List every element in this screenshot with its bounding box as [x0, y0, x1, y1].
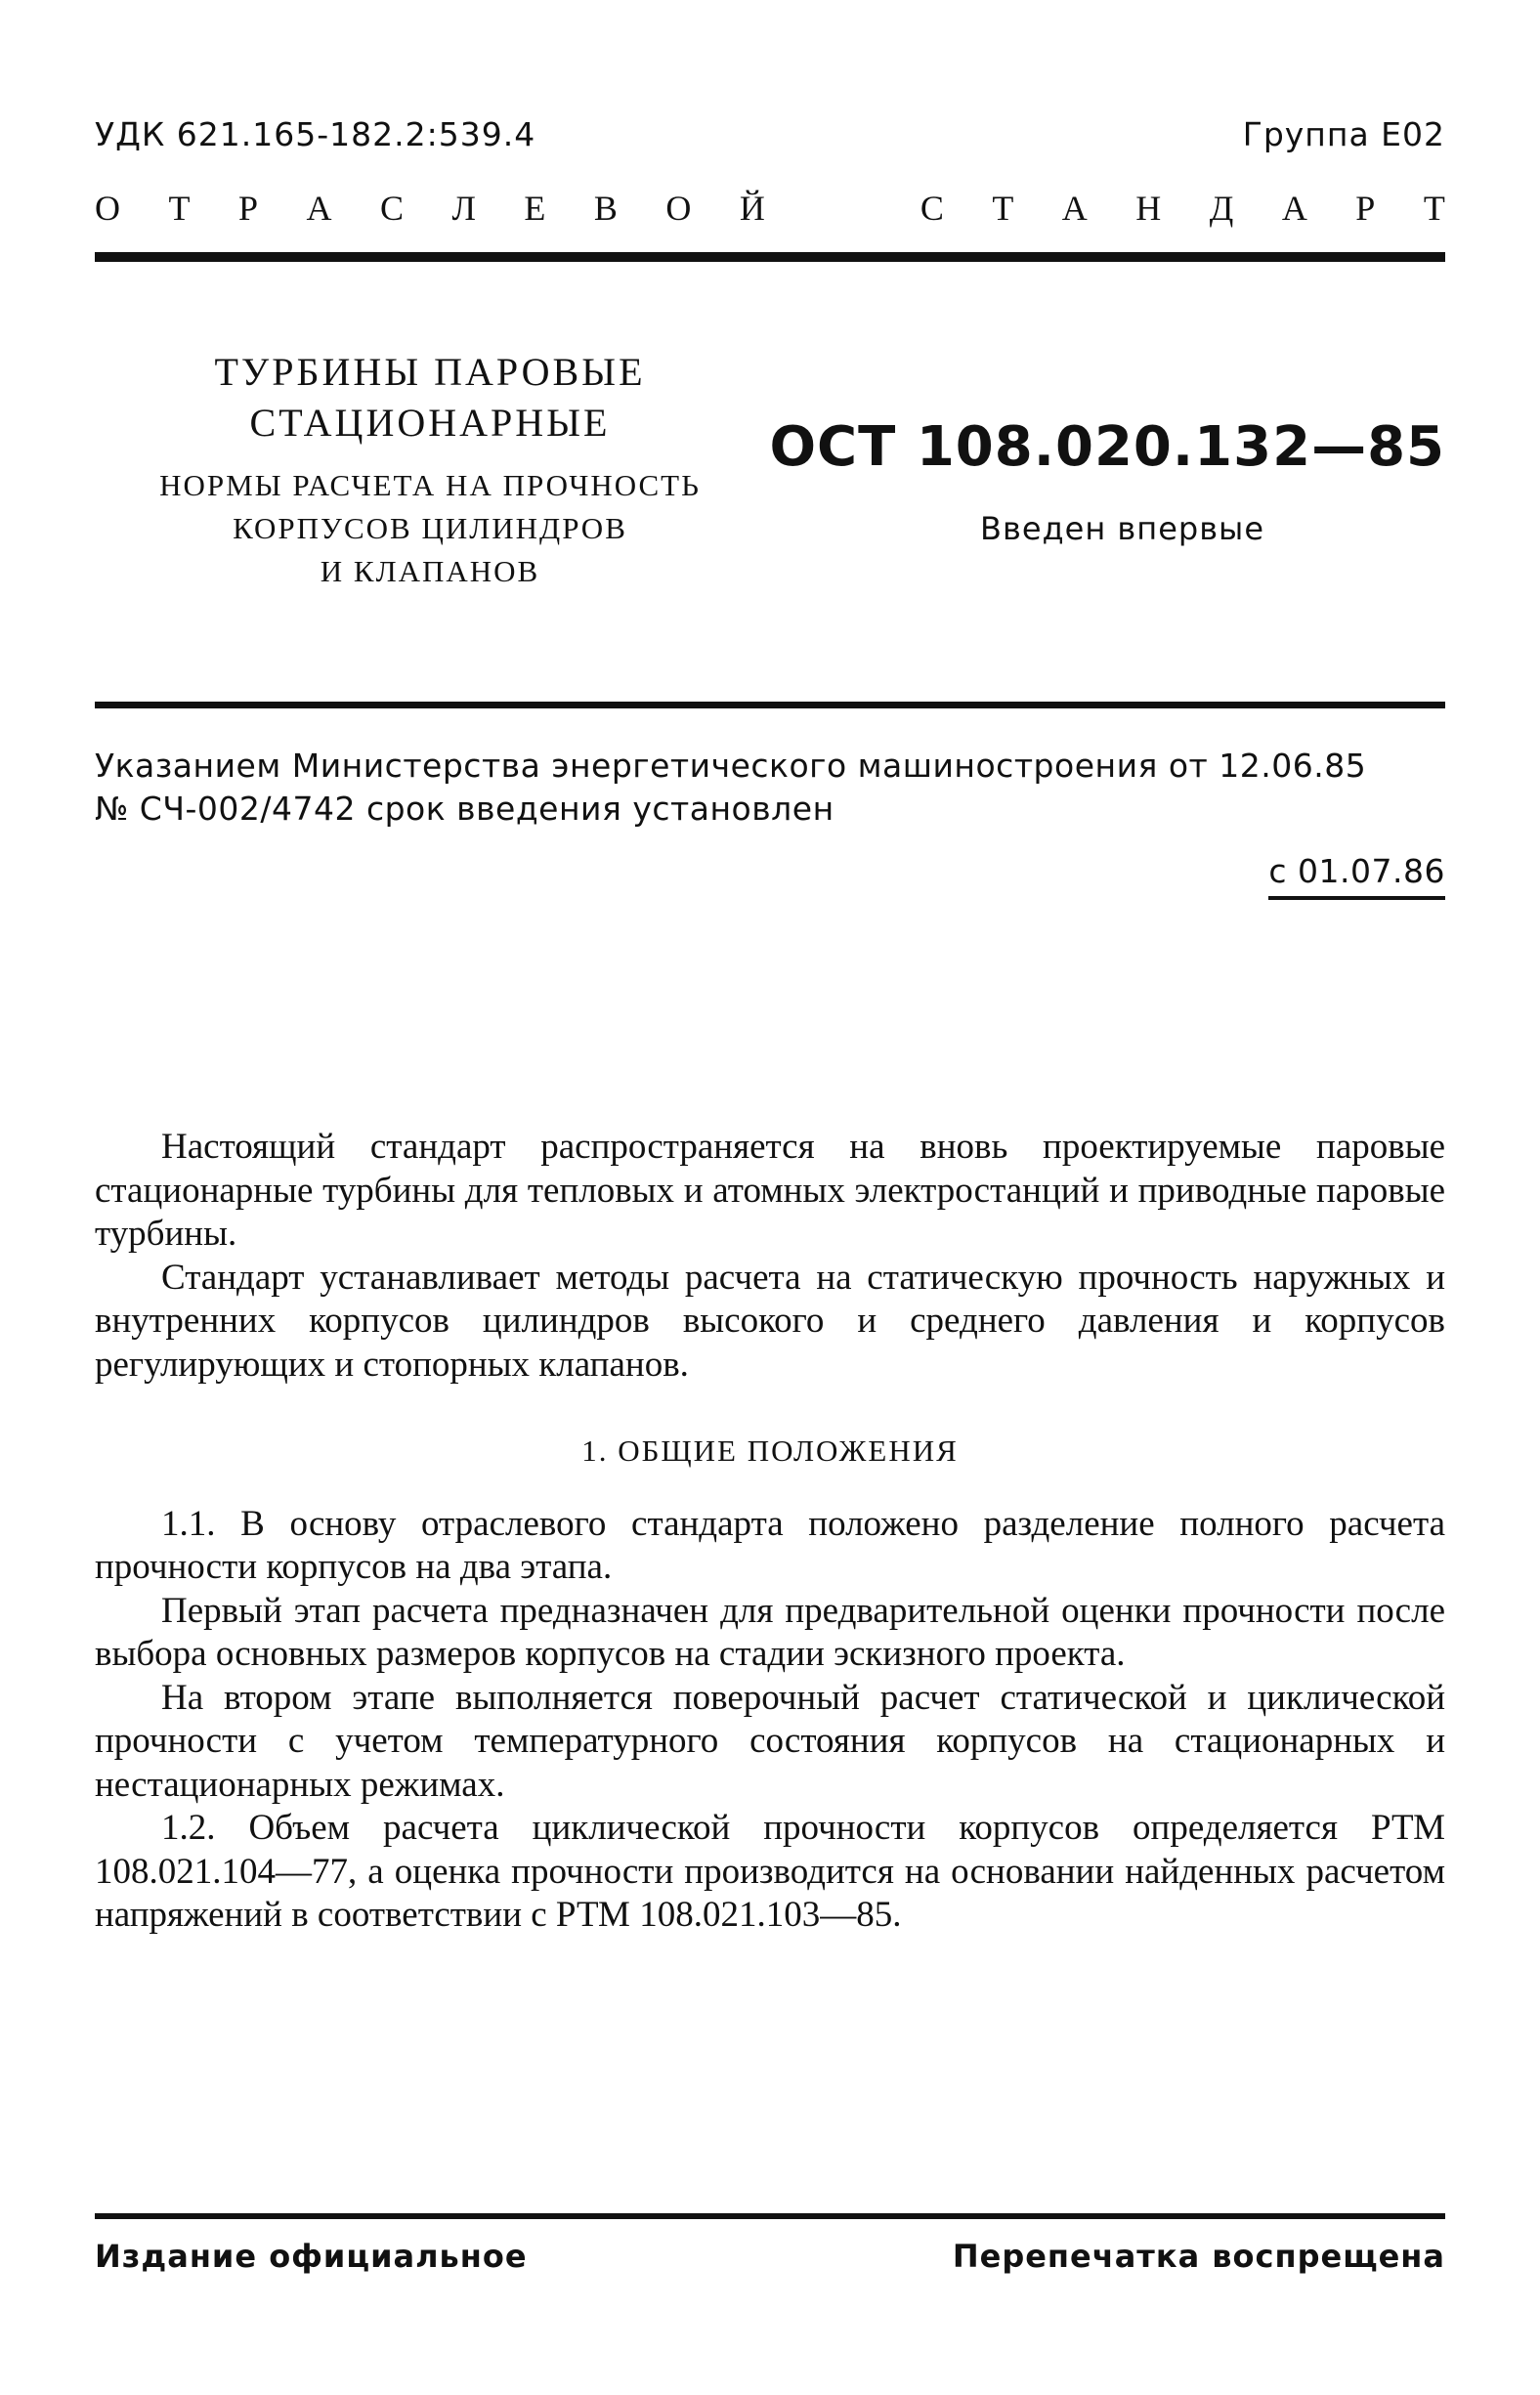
body-text [95, 1126, 1445, 1938]
decree-line: № СЧ-002/4742 срок введения установлен [95, 790, 834, 828]
decree-text [95, 745, 1445, 831]
heading-letter: Р [1355, 189, 1376, 228]
heading-letter: Л [451, 189, 476, 228]
heading-letter: Т [1423, 189, 1445, 228]
paragraph: 1.2. Объем расчета циклической прочности корпусов определяется РТМ 108.021.104—77, а оценка прочности производится на основании найденных расчетом напряжений в соответствии с РТМ 108.021.103—85. [95, 1808, 1445, 1935]
heading-letter: Т [168, 189, 191, 228]
footer-official-edition: Издание официальное [95, 2238, 528, 2275]
standard-number: ОСТ 108.020.132—85 [769, 415, 1445, 479]
heading-letter: Е [524, 189, 546, 228]
introduction-note: Введен впервые [980, 510, 1264, 547]
decree-line: Указанием Министерства энергетического машиностроения от 12.06.85 [95, 747, 1367, 785]
title-line: СТАЦИОНАРНЫЕ [249, 401, 611, 445]
top-divider [95, 252, 1445, 262]
paragraph: 1.1. В основу отраслевого стандарта положено разделение полного расчета прочности корпусов на два этапа. [95, 1503, 1445, 1587]
heading-letter: Т [992, 189, 1014, 228]
heading-letter: Й [739, 189, 765, 228]
heading-letter: О [665, 189, 692, 228]
heading-letter: А [306, 189, 332, 228]
udk-code: УДК 621.165-182.2:539.4 [95, 115, 536, 153]
heading-letter: Р [237, 189, 258, 228]
paragraph: Стандарт устанавливает методы расчета на статическую прочность наружных и внутренних корпусов цилиндров высокого и среднего давления и корпусов регулирующих и стопорных клапанов. [95, 1257, 1445, 1385]
heading-letter: С [920, 189, 944, 228]
heading-gap [813, 188, 872, 236]
section-heading: 1. ОБЩИЕ ПОЛОЖЕНИЯ [581, 1433, 959, 1468]
effective-date: с 01.07.86 [1268, 852, 1445, 900]
subtitle-line: И КЛАПАНОВ [320, 554, 540, 588]
heading-letter: Н [1135, 189, 1162, 228]
bottom-divider [95, 2213, 1445, 2219]
heading-letter: Д [1209, 189, 1234, 228]
standard-type-heading [95, 188, 1445, 236]
heading-letter: О [95, 189, 120, 228]
subtitle-line: КОРПУСОВ ЦИЛИНДРОВ [233, 511, 627, 545]
footer-reprint-notice: Перепечатка воспрещена [952, 2238, 1445, 2275]
paragraph: Первый этап расчета предназначен для предварительной оценки прочности после выбора основных размеров корпусов на стадии эскизного проекта. [95, 1590, 1445, 1674]
heading-letter: С [379, 189, 404, 228]
heading-letter: А [1281, 189, 1307, 228]
title-line: ТУРБИНЫ ПАРОВЫЕ [214, 350, 646, 394]
heading-letter: А [1061, 189, 1088, 228]
paragraph: На втором этапе выполняется поверочный расчет статической и циклической прочности с учетом температурного состояния корпусов на стационарных и нестационарных режимах. [95, 1677, 1445, 1805]
heading-letter: В [593, 189, 618, 228]
subtitle-line: НОРМЫ РАСЧЕТА НА ПРОЧНОСТЬ [159, 468, 701, 502]
document-title [59, 347, 801, 593]
middle-divider [95, 702, 1445, 708]
subtitle [59, 464, 801, 593]
group-code: Группа Е02 [1242, 115, 1445, 153]
paragraph: Настоящий стандарт распространяется на вновь проектируемые паровые стационарные турбины для тепловых и атомных электростанций и приводные паровые турбины. [95, 1127, 1445, 1254]
